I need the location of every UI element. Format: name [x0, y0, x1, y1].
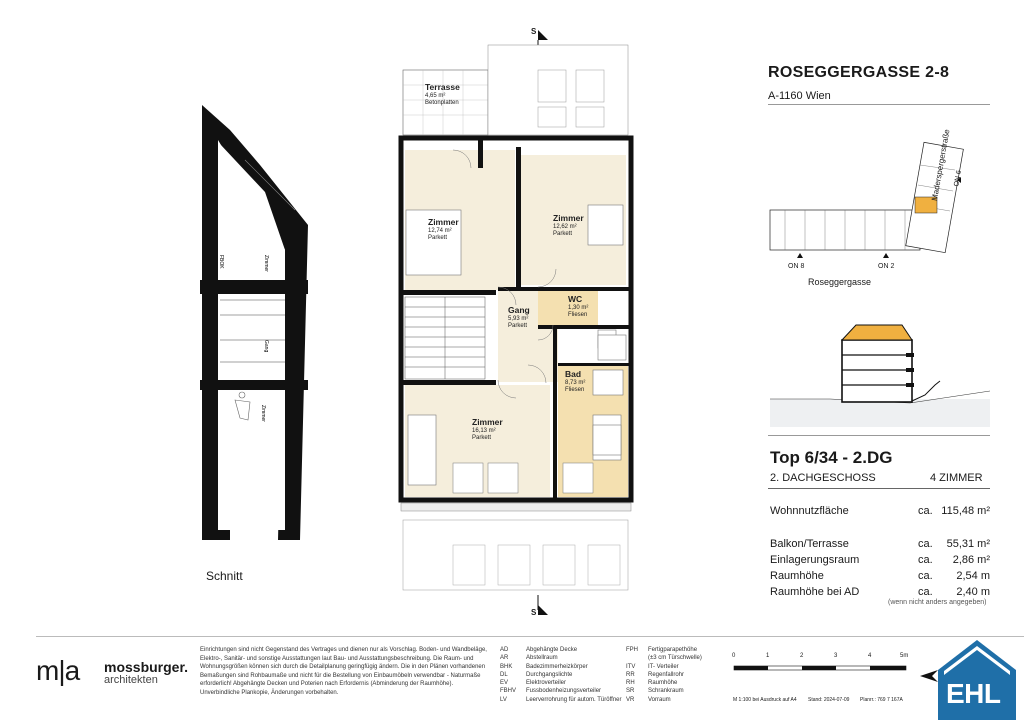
legend-desc: Fertigparapethöhe	[648, 647, 698, 653]
area-label: Wohnnutzfläche	[770, 505, 849, 517]
legend-code: BHK	[500, 663, 513, 670]
room-area: 5,93 m²	[508, 315, 529, 322]
legend-left	[500, 646, 622, 704]
unit-rooms: 4 ZIMMER	[930, 472, 983, 484]
legend-desc: Raumhöhe	[648, 680, 678, 687]
plan-number: Planrr.: 769 7 167A	[860, 697, 903, 703]
legend-row	[500, 646, 622, 654]
scale-note: M 1:100 bei Ausdruck auf A4	[733, 697, 797, 703]
legend-row	[500, 687, 622, 695]
architect-name: mossburger.	[104, 659, 189, 675]
map-street-side: Maderspergerstraße	[930, 128, 952, 202]
legend-desc: Vorraum	[648, 696, 671, 703]
room-floor: Fliesen	[565, 386, 585, 393]
room-area: 4,65 m²	[425, 92, 446, 99]
unit-floor: 2. DACHGESCHOSS	[770, 472, 876, 484]
legend-code: FPH	[626, 647, 638, 653]
legend-code: EV	[500, 680, 509, 687]
architect-sub: architekten	[104, 674, 158, 686]
project-title: ROSEGGERGASSE 2-8	[768, 64, 950, 81]
scale-bar	[732, 660, 912, 682]
legend-desc: Abstellraum	[526, 655, 558, 662]
legend-row	[500, 654, 622, 662]
legend-row	[626, 679, 702, 687]
header-divider	[768, 104, 990, 105]
disclaimer-text: Einrichtungen sind nicht Gegenstand des Vertrages und dienen nur als Vorschlag. Boden- und Wandbeläge, Elektro-, Sanitär- und sonstige Ausstattungen laut Bau- und Ausstattungsbeschreibung. Die Raum- und Wohnungsgrößen können sich durch die Detailplanung geringfügig ändern. Die in den Plänen vorhandenen Bemaßungen sind Rohbaumaße und nicht für die Bestellung von Einbaumöbeln verwendbar - Naturmaße erforderlich! Abgehängte Decken und Poterien nach Erfordernis (Abminderung der Raumhöhe). Unverbindliche Plankopie, Änderungen vorbehalten.	[200, 647, 487, 696]
map-street-main: Roseggergasse	[808, 277, 872, 287]
area-prefix: ca.	[918, 505, 933, 517]
section-drawing	[190, 100, 320, 550]
ehl-logo-text: EHL	[946, 678, 1001, 709]
room-area: 8,73 m²	[565, 379, 586, 386]
legend-desc: Regenfallrohr	[648, 671, 685, 678]
room-label-zimmer-1	[428, 218, 459, 242]
project-address: A-1160 Wien	[768, 90, 831, 102]
area-value: 2,86 m²	[952, 554, 990, 566]
legend-desc: IT- Verteiler	[648, 663, 679, 670]
area-prefix: ca.	[918, 570, 933, 582]
room-label-wc	[568, 295, 588, 319]
scale-tick: 5m	[900, 653, 909, 659]
elevation-divider	[768, 435, 990, 436]
room-name: Terrasse	[425, 82, 460, 92]
legend-code: RH	[626, 680, 635, 687]
legend-row	[626, 654, 702, 662]
architect-logo-mark: m|a	[36, 655, 80, 686]
area-label: Raumhöhe bei AD	[770, 586, 860, 598]
legend-desc: Durchgangslichte	[526, 671, 573, 678]
legend-code: LV	[500, 696, 507, 703]
legend-row	[500, 696, 622, 704]
unit-divider	[768, 488, 990, 489]
plan-date: Stand: 2024-07-09	[808, 697, 850, 703]
room-name: Gang	[508, 305, 530, 315]
legend-desc: Elektroverteiler	[526, 680, 567, 687]
map-on2: ON 2	[878, 263, 895, 270]
legend-code: AR	[500, 655, 509, 662]
footer-divider	[36, 636, 1024, 637]
scale-tick: 2	[800, 653, 804, 659]
legend-desc: Leerverrohrung für autom. Türöffner	[526, 696, 622, 703]
scale-tick: 1	[766, 653, 770, 659]
room-label-bad	[565, 370, 585, 394]
area-value: 55,31 m²	[946, 538, 990, 550]
area-value: 2,54 m	[956, 570, 990, 582]
room-floor: Parkett	[428, 234, 448, 241]
area-prefix: ca.	[918, 586, 933, 598]
section-zimmer1-label: Zimmer	[263, 255, 269, 272]
legend-row	[500, 663, 622, 671]
legend-desc: Badezimmerheizkörper	[526, 663, 588, 670]
room-label-zimmer-2	[553, 214, 584, 238]
section-fbok-label: FBOK	[218, 255, 224, 269]
area-prefix: ca.	[918, 554, 933, 566]
scale-tick: 3	[834, 653, 838, 659]
area-label: Balkon/Terrasse	[770, 538, 849, 550]
legend-code: VR	[626, 696, 635, 703]
legend-desc: Fussbodenheizungsverteiler	[526, 688, 602, 695]
room-floor: Betonplatten	[425, 99, 459, 106]
area-value: 115,48 m²	[941, 505, 990, 517]
legend-code: DL	[500, 671, 508, 678]
legend-row	[626, 696, 702, 704]
area-prefix: ca.	[918, 538, 933, 550]
room-area: 12,74 m²	[428, 227, 452, 234]
room-floor: Parkett	[508, 322, 528, 329]
legend-code: FBHV	[500, 688, 517, 695]
section-zimmer2-label: Zimmer	[260, 405, 266, 422]
section-gang-label: Gang	[263, 340, 269, 353]
room-name: Zimmer	[553, 213, 584, 223]
legend-code: AD	[500, 647, 509, 653]
room-name: Zimmer	[428, 217, 459, 227]
legend-desc: Schrankraum	[648, 688, 684, 695]
legend-code: ITV	[626, 663, 636, 670]
map-on8: ON 8	[788, 263, 805, 270]
area-value: 2,40 m	[956, 586, 990, 598]
area-label: Raumhöhe	[770, 570, 824, 582]
room-floor: Parkett	[472, 434, 492, 441]
room-name: Zimmer	[472, 417, 503, 427]
elevation-drawing	[770, 315, 990, 427]
section-label: Schnitt	[206, 569, 243, 583]
room-label-gang	[508, 306, 530, 330]
legend-right	[626, 646, 702, 704]
legend-row	[626, 687, 702, 695]
area-label: Einlagerungsraum	[770, 554, 860, 566]
room-area: 12,62 m²	[553, 223, 577, 230]
section-marker-top: S	[531, 27, 537, 36]
legend-row	[626, 671, 702, 679]
room-label-zimmer-3	[472, 418, 503, 442]
room-name: WC	[568, 294, 583, 304]
legend-code: RR	[626, 671, 635, 678]
legend-code: SR	[626, 688, 635, 695]
room-area: 1,30 m²	[568, 304, 589, 311]
room-label-terrasse	[425, 83, 460, 107]
area-note: (wenn nicht anders angegeben)	[888, 599, 987, 606]
legend-desc: (±3 cm Türschwelle)	[648, 655, 702, 662]
unit-title: Top 6/34 - 2.DG	[770, 448, 893, 467]
legend-row	[500, 671, 622, 679]
room-floor: Parkett	[553, 230, 573, 237]
scale-tick: 0	[732, 653, 736, 659]
legend-row	[626, 663, 702, 671]
section-marker-bottom: S	[531, 608, 537, 617]
north-arrow-icon	[918, 668, 940, 684]
scale-tick: 4	[868, 653, 872, 659]
legend-desc: Abgehängte Decke	[526, 647, 578, 653]
room-name: Bad	[565, 369, 582, 379]
room-floor: Fliesen	[568, 311, 588, 318]
map-on6: ON 6	[953, 169, 964, 188]
legend-row	[500, 679, 622, 687]
room-area: 16,13 m²	[472, 427, 496, 434]
legend-row	[626, 646, 702, 654]
